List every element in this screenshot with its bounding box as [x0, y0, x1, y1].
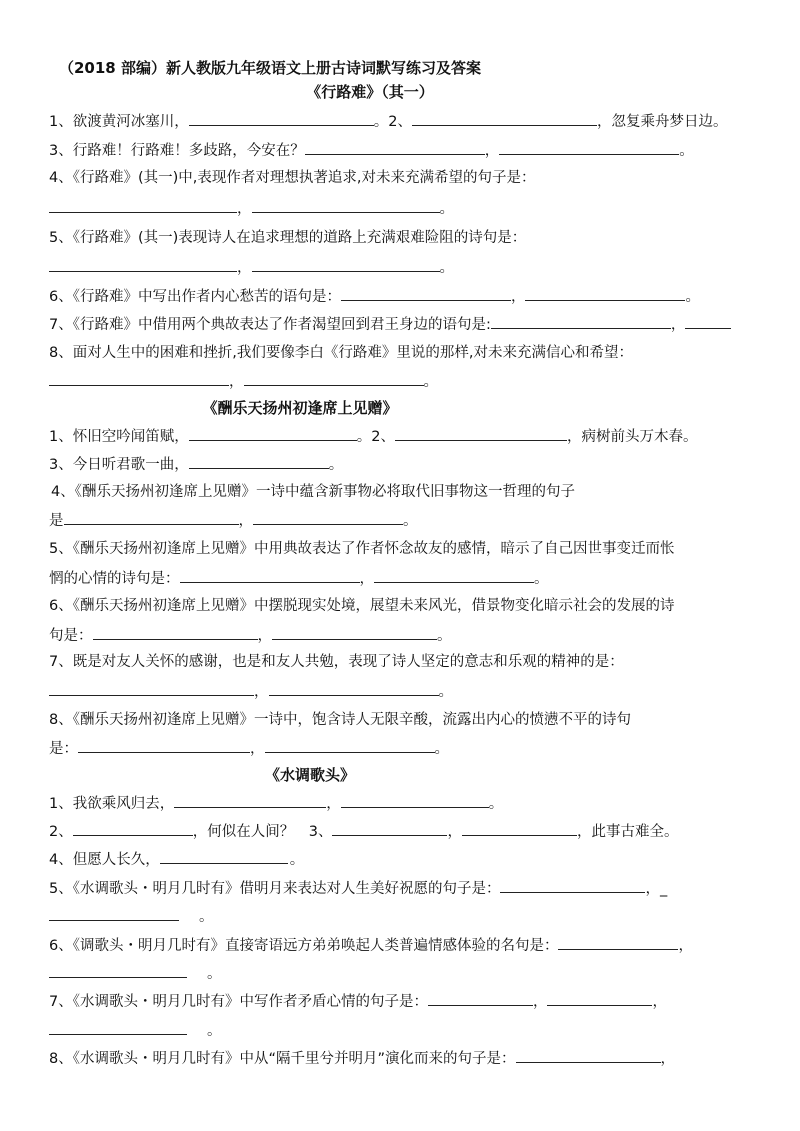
answer-blank[interactable]	[341, 793, 489, 808]
answer-blank[interactable]	[374, 568, 534, 583]
question-line: 5、《水调歌头・明月几时有》借明月来表达对人生美好祝愿的句子是： ，_	[49, 878, 667, 899]
answer-blank[interactable]	[174, 793, 326, 808]
question-line: 8、《酬乐天扬州初逢席上见赠》一诗中，饱含诗人无限辛酸，流露出内心的愤懑不平的诗句	[49, 712, 631, 728]
answer-blank[interactable]	[180, 568, 360, 583]
question-line: 7、《行路难》中借用两个典故表达了作者渴望回到君王身边的语句是: ，	[49, 314, 731, 335]
answer-blank[interactable]	[265, 738, 435, 753]
question-line: 8、面对人生中的困难和挫折,我们要像李白《行路难》里说的那样,对未来充满信心和希望：	[49, 345, 633, 361]
answer-line: 。	[49, 906, 216, 927]
answer-line: 。	[49, 1020, 224, 1041]
answer-line: 惘的心情的诗句是： ， 。	[49, 568, 549, 589]
question-line: 4、《酬乐天扬州初逢席上见赠》一诗中蕴含新事物必将取代旧事物这一哲理的句子	[51, 484, 575, 500]
answer-blank[interactable]	[252, 257, 440, 272]
question-line: 7、既是对友人关怀的感谢，也是和友人共勉，表现了诗人坚定的意志和乐观的精神的是：	[49, 654, 624, 670]
answer-blank[interactable]	[499, 140, 679, 155]
section-heading-chouletian: 《酬乐天扬州初逢席上见赠》	[202, 399, 398, 417]
answer-blank[interactable]	[252, 198, 440, 213]
answer-blank[interactable]	[49, 1020, 187, 1035]
question-line: 4、《行路难》(其一)中,表现作者对理想执著追求,对未来充满希望的句子是：	[49, 170, 536, 186]
question-line: 6、《酬乐天扬州初逢席上见赠》中摆脱现实处境，展望未来风光，借景物变化暗示社会的发展的诗	[49, 598, 675, 614]
answer-blank[interactable]	[272, 625, 437, 640]
answer-line: 句是： ， 。	[49, 625, 452, 646]
answer-blank[interactable]	[332, 821, 447, 836]
question-line: 3、行路难！行路难！多歧路，今安在？ ， 。	[49, 140, 694, 161]
answer-blank[interactable]	[412, 111, 597, 126]
question-line: 1、欲渡黄河冰塞川， 。2、 ，忽复乘舟梦日边。	[49, 111, 727, 132]
question-line: 1、怀旧空吟闻笛赋， 。2、 ，病树前头万木春。	[49, 426, 697, 447]
question-line: 6、《调歌头・明月几时有》直接寄语远方弟弟唤起人类普遍情感体验的名句是： ，	[49, 935, 693, 956]
answer-line: ， 。	[49, 198, 454, 219]
answer-blank[interactable]	[189, 454, 329, 469]
answer-blank[interactable]	[305, 140, 485, 155]
answer-blank[interactable]	[341, 286, 511, 301]
question-line: 4、但愿人长久， 。	[49, 849, 306, 870]
answer-blank[interactable]	[525, 286, 685, 301]
answer-blank[interactable]	[395, 426, 567, 441]
question-line: 5、《酬乐天扬州初逢席上见赠》中用典故表达了作者怀念故友的感情，暗示了自己因世事变迁而怅	[49, 541, 675, 557]
answer-blank[interactable]	[462, 821, 577, 836]
answer-blank[interactable]	[516, 1048, 661, 1063]
question-line: 1、我欲乘风归去， ， 。	[49, 793, 503, 814]
answer-line: ， 。	[49, 371, 438, 392]
answer-blank[interactable]	[547, 991, 652, 1006]
answer-blank[interactable]	[160, 849, 288, 864]
answer-blank[interactable]	[64, 510, 239, 525]
question-line: 3、今日听君歌一曲， 。	[49, 454, 343, 475]
answer-blank[interactable]	[49, 906, 179, 921]
answer-blank[interactable]	[189, 426, 357, 441]
section-heading-xinglunan: 《行路难》（其一）	[306, 83, 434, 101]
answer-blank[interactable]	[93, 625, 258, 640]
answer-line: ， 。	[49, 257, 454, 278]
answer-blank[interactable]	[685, 314, 731, 329]
document-title: （2018 部编）新人教版九年级语文上册古诗词默写练习及答案	[59, 59, 481, 77]
section-heading-shuidiaogetou: 《水调歌头》	[264, 766, 355, 784]
answer-blank[interactable]	[558, 935, 678, 950]
answer-line: 。	[49, 963, 224, 984]
answer-blank[interactable]	[49, 257, 237, 272]
question-line: 6、《行路难》中写出作者内心愁苦的语句是： ， 。	[49, 286, 700, 307]
answer-blank[interactable]	[428, 991, 533, 1006]
answer-blank[interactable]	[189, 111, 374, 126]
answer-blank[interactable]	[49, 371, 229, 386]
answer-line: 是： ， 。	[49, 738, 449, 759]
answer-blank[interactable]	[78, 738, 250, 753]
answer-blank[interactable]	[49, 963, 187, 978]
answer-line: ， 。	[49, 681, 453, 702]
question-line: 5、《行路难》(其一)表现诗人在追求理想的道路上充满艰难险阻的诗句是：	[49, 230, 527, 246]
answer-blank[interactable]	[491, 314, 671, 329]
answer-blank[interactable]	[269, 681, 439, 696]
answer-blank[interactable]	[73, 821, 193, 836]
answer-blank[interactable]	[500, 878, 645, 893]
question-line: 2、 ，何似在人间？ 3、 ， ，此事古难全。	[49, 821, 678, 842]
question-line: 7、《水调歌头・明月几时有》中写作者矛盾心情的句子是： ， ，	[49, 991, 667, 1012]
answer-blank[interactable]	[49, 198, 237, 213]
question-line: 8、《水调歌头・明月几时有》中从“隔千里兮并明月”演化而来的句子是： ，	[49, 1048, 675, 1069]
answer-blank[interactable]	[253, 510, 403, 525]
answer-blank[interactable]	[49, 681, 254, 696]
answer-line: 是 ， 。	[49, 510, 418, 531]
answer-blank[interactable]	[244, 371, 424, 386]
